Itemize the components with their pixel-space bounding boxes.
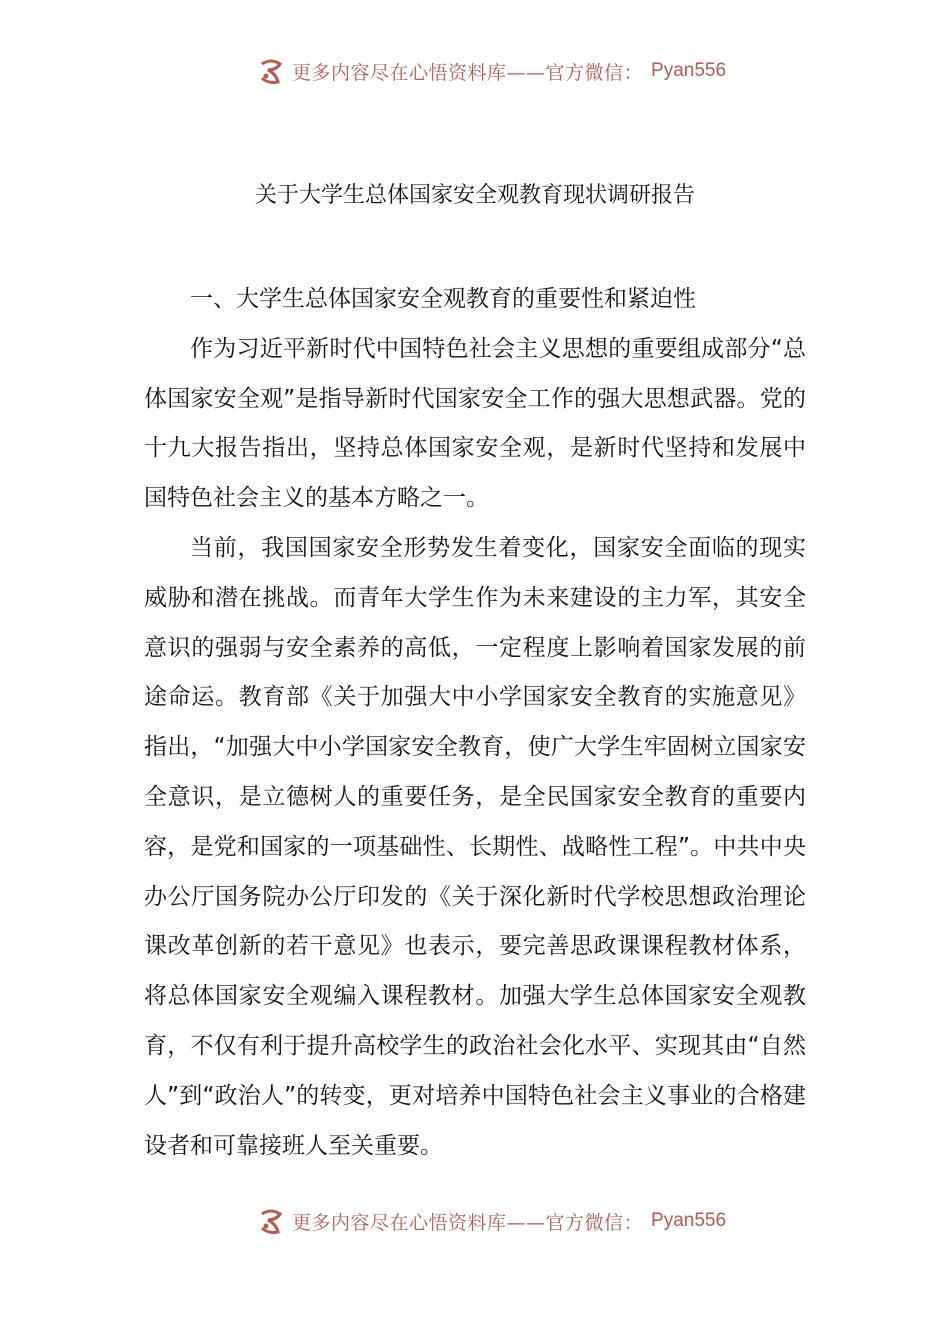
- watermark-text: 更多内容尽在心悟资料库——官方微信：: [292, 1211, 644, 1234]
- document-title: 关于大学生总体国家安全观教育现状调研报告: [254, 183, 695, 208]
- seal-logo-icon: [256, 1206, 286, 1236]
- seal-logo-icon: [256, 56, 286, 86]
- paragraph: 作为习近平新时代中国特色社会主义思想的重要组成部分“总体国家安全观”是指导新时代国家安全工作的强大思想武器。党的十九大报告指出，坚持总体国家安全观，是新时代坚持和发展中国特色社会主义的基本方略之一。: [144, 335, 806, 512]
- watermark-header: [0, 56, 950, 90]
- watermark-id: Pyan556: [651, 60, 727, 81]
- watermark-text: 更多内容尽在心悟资料库——官方微信：: [292, 61, 644, 84]
- watermark-footer: [0, 1206, 950, 1240]
- watermark-id: Pyan556: [651, 1210, 727, 1231]
- paragraph: 当前，我国国家安全形势发生着变化，国家安全面临的现实威胁和潜在挑战。而青年大学生作为未来建设的主力军，其安全意识的强弱与安全素养的高低，一定程度上影响着国家发展的前途命运。教育部《关于加强大中小学国家安全教育的实施意见》指出，“加强大中小学国家安全教育，使广大学生牢固树立国家安全意识，是立德树人的重要任务，是全民国家安全教育的重要内容，是党和国家的一项基础性、长期性、战略性工程”。中共中央办公厅国务院办公厅印发的《关于深化新时代学校思想政治理论课改革创新的若干意见》也表示，要完善思政课课程教材体系，将总体国家安全观编入课程教材。加强大学生总体国家安全观教育，不仅有利于提升高校学生的政治社会化水平、实现其由“自然人”到“政治人”的转变，更对培养中国特色社会主义事业的合格建设者和可靠接班人至关重要。: [144, 534, 806, 1159]
- section-heading: 一、大学生总体国家安全观教育的重要性和紧迫性: [190, 286, 696, 312]
- document-body: [144, 275, 806, 1171]
